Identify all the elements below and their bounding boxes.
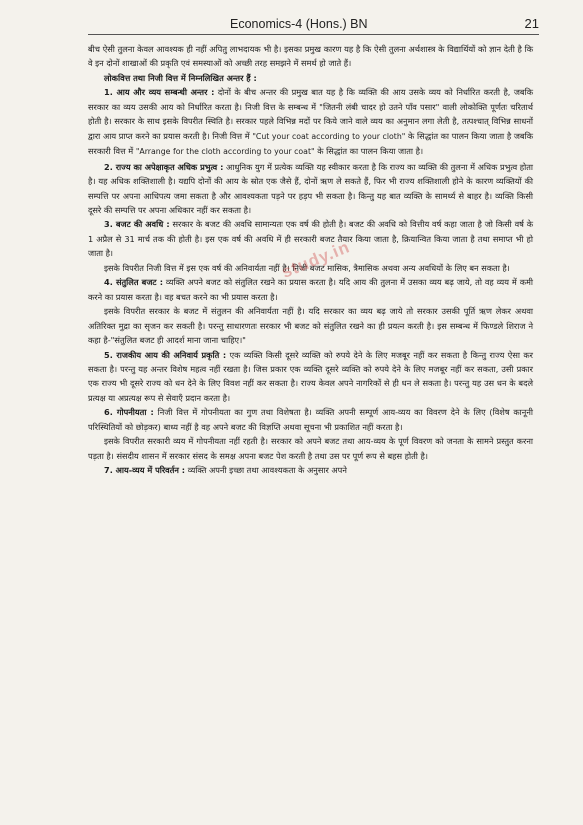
point-text: व्यक्ति अपने बजट को संतुलित रखने का प्रयास करता है। यदि आय की तुलना में उसका व्यय बढ़ जाये, तो वह व्यय में कमी करने का प्रयास करता है। वह बचत करने का भी प्रयास करता है। bbox=[88, 277, 533, 302]
page-number: 21 bbox=[524, 16, 539, 31]
point-text: एक व्यक्ति किसी दूसरे व्यक्ति को रुपये देने के लिए मजबूर नहीं कर सकता है किन्तु राज्य ऐसा कर सकता है। परन्तु यह अन्तर विशेष महत्व नहीं रखता है। जिस प्रकार एक व्यक्ति दूसरे व्यक्ति को रुपये देने के लिए मजबूर नहीं कर सकता, उसी प्रकार एक राज्य भी दूसरे राज्य को धन देने के लिए विवश नहीं कर सकता है। राज्य केवल अपने नागरिकों से ही धन ले सकता है। परन्तु यह उस धन के बदले प्रत्यक्ष या अप्रत्यक्ष रूप से सेवाएँ प्रदान करता है। bbox=[88, 349, 533, 403]
point-heading: 5. राजकीय आय की अनिवार्य प्रकृति : bbox=[104, 349, 227, 360]
paragraph-text: इसके विपरीत निजी वित्त में इस एक वर्ष की अनिवार्यता नहीं है। निजी बजट मासिक, त्रैमासिक अथवा अन्य अवधियों के लिए बन सकता है। bbox=[104, 262, 510, 273]
paragraph-text: बीच ऐसी तुलना केवल आवश्यक ही नहीं अपितु लाभदायक भी है। इसका प्रमुख कारण यह है कि ऐसी तुलना अर्थशास्त्र के विद्यार्थियों को ज्ञान देती है कि वे इन दोनों शाखाओं की प्रकृति एवं समस्याओं को अच्छी तरह समझने में समर्थ हो जाते हैं। bbox=[88, 44, 533, 69]
point-7 bbox=[88, 463, 533, 477]
heading-differences: लोकवित्त तथा निजी वित्त में निम्नलिखित अन्तर हैं : bbox=[104, 72, 257, 83]
point-2 bbox=[88, 160, 533, 218]
header-rule bbox=[88, 34, 539, 35]
point-3 bbox=[88, 217, 533, 260]
point-heading: 4. संतुलित बजट : bbox=[104, 277, 163, 288]
page-header bbox=[88, 17, 539, 35]
running-title: Economics-4 (Hons.) BN bbox=[230, 17, 368, 31]
paragraph-contrast bbox=[88, 304, 533, 347]
point-text: के सिद्धांत का पालन किया जाता है। bbox=[317, 146, 424, 157]
section-heading bbox=[88, 71, 533, 85]
paragraph-text: इसके विपरीत सरकारी व्यय में गोपनीयता नहीं रहती है। सरकार को अपने बजट तथा आय-व्यय के पूर्ण विवरण को जनता के सामने प्रस्तुत करना पड़ता है। संसदीय शासन में सरकार संसद के समक्ष अपना बजट पेश करती है तथा उस पर पूर्ण रूप से बहस होती है। bbox=[88, 436, 533, 461]
english-quote: "Arrange for the cloth according to your coat" bbox=[135, 147, 315, 157]
point-heading: 6. गोपनीयता : bbox=[104, 407, 154, 418]
point-heading: 7. आय-व्यय में परिवर्तन : bbox=[104, 465, 186, 476]
watermark-stamp: study.in bbox=[278, 237, 353, 282]
point-1 bbox=[88, 85, 533, 159]
point-5 bbox=[88, 348, 533, 406]
point-4 bbox=[88, 275, 533, 304]
point-text: के सिद्धांत का पालन किया जाता है जबकि सरकारी वित्त में bbox=[88, 130, 534, 157]
paragraph-contrast bbox=[88, 434, 533, 463]
paragraph-text: इसके विपरीत सरकार के बजट में संतुलन की अनिवार्यता नहीं है। यदि सरकार का व्यय बढ़ जाये तो सरकार उसकी पूर्ति ऋण लेकर अथवा अतिरिक्त मुद्रा का सृजन कर सकती है। परन्तु साधारणतः सरकार भी बजट को संतुलित रखने का ही प्रयत्न करती है। इस सम्बन्ध में फिण्डले शिराज ने कहा है-"संतुलित बजट ही आदर्श माना जाना चाहिए।" bbox=[88, 306, 533, 346]
paragraph-intro bbox=[88, 42, 533, 71]
point-text: आधुनिक युग में प्रत्येक व्यक्ति यह स्वीकार करता है कि राज्य का व्यक्ति की तुलना में अधिक प्रभुत्व होता है। यह अधिक शक्तिशाली है। यद्यपि दोनों की आय के स्रोत एक जैसे हैं, दोनों ऋण ले सकते हैं, फिर भी राज्य शक्तिशाली होने के कारण व्यक्तियों की सम्पत्ति पर अपना आधिपत्य जमा सकता है और आवश्यकता पड़ने पर हड़प भी सकता है। किन्तु यह बात व्यक्ति के सामर्थ्य से बाहर है। व्यक्ति किसी दूसरे की सम्पत्ति पर अपना अधिकार नहीं कर सकता है। bbox=[88, 161, 534, 215]
english-quote: "Cut your coat according to your cloth" bbox=[252, 131, 406, 141]
point-heading: 2. राज्य का अपेक्षाकृत अधिक प्रभुत्व : bbox=[104, 161, 224, 172]
body-text bbox=[88, 42, 533, 478]
point-text: निजी वित्त में गोपनीयता का गुण तथा विशेषता है। व्यक्ति अपनी सम्पूर्ण आय-व्यय का विवरण देने के लिए (विशेष कानूनी परिस्थितियों को छोड़कर) बाध्य नहीं है वह अपने बजट की विज्ञप्ति अथवा सूचना भी प्रकाशित नहीं करता है। bbox=[88, 407, 534, 432]
point-text: व्यक्ति अपनी इच्छा तथा आवश्यकता के अनुसार अपने bbox=[187, 465, 347, 476]
point-6 bbox=[88, 405, 533, 434]
paragraph-contrast bbox=[88, 261, 533, 275]
point-heading: 3. बजट की अवधि : bbox=[104, 219, 170, 230]
point-text: दोनों के बीच अन्तर की प्रमुख बात यह है कि व्यक्ति की आय उसके व्यय को निर्धारित करती है, जबकि सरकार का व्यय उसकी आय को निर्धारित करता है। निजी वित्त के सम्बन्ध में "जितनी लंबी चादर हो उतने पाँव पसार" वाली लोकोक्ति पूर्णतः चरितार्थ होती है। सरकार के साथ इसके विपरीत स्थिति है। सरकार पहले विभिन्न मदों पर किये जाने वाले व्यय का अनुमान लगा लेती है, तत्पश्चात् विभिन्न साधनों द्वारा आय प्राप्त करने का प्रयास करती है। निजी वित्त में bbox=[88, 87, 533, 141]
point-heading: 1. आय और व्यय सम्बन्धी अन्तर : bbox=[104, 87, 215, 98]
point-text: सरकार के बजट की अवधि सामान्यतः एक वर्ष की होती है। बजट की अवधि को वित्तीय वर्ष कहा जाता है जो किसी वर्ष के 1 अप्रैल से 31 मार्च तक की होती है। इस एक वर्ष की अवधि में ही सरकारी बजट तैयार किया जाता है, क्रियान्वित किया जाता है तथा समाप्त भी हो जाता है। bbox=[88, 219, 533, 259]
